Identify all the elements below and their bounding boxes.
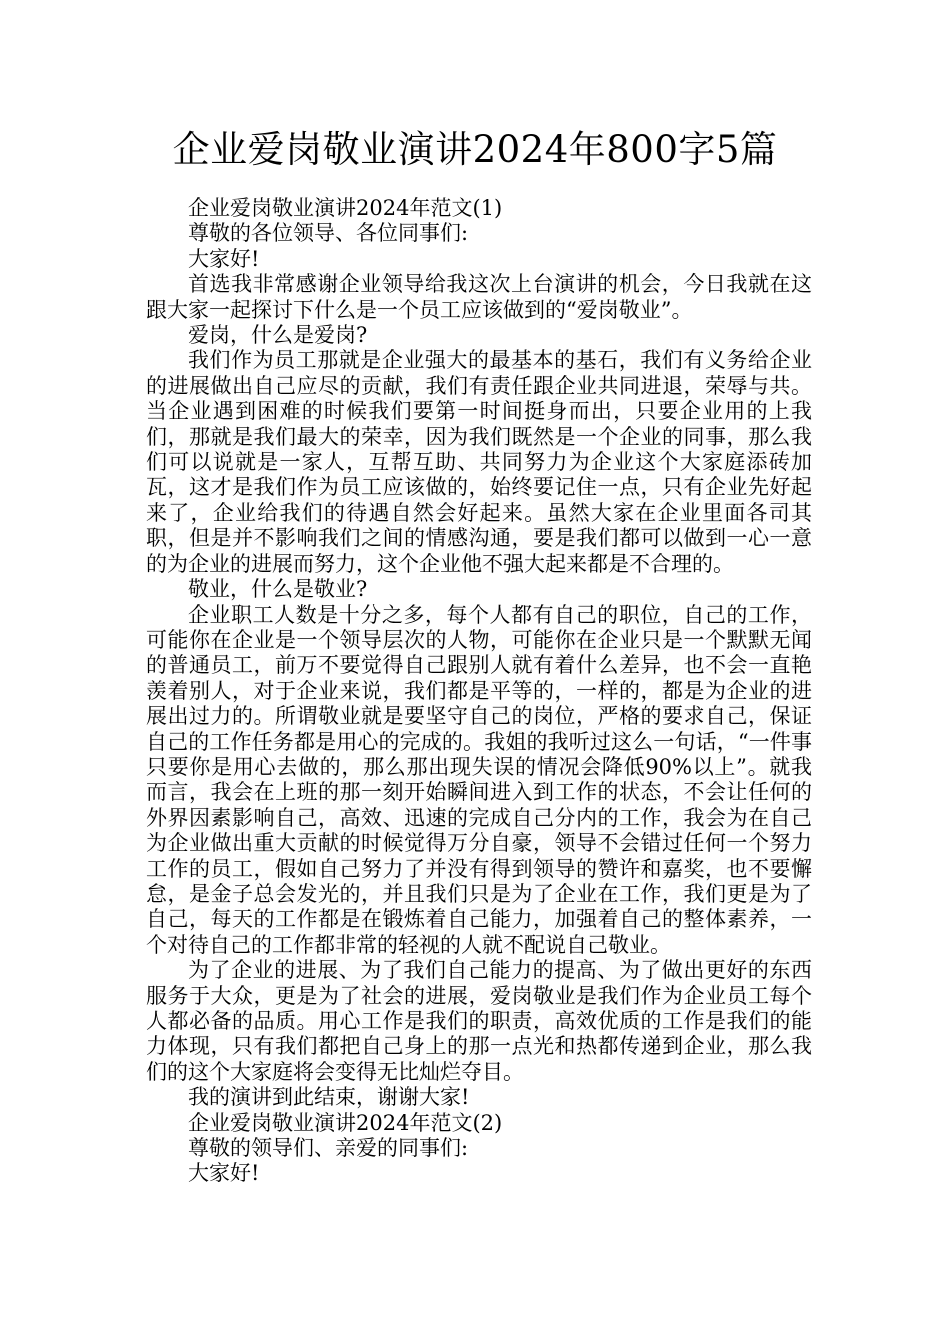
salutation-2: 尊敬的领导们、亲爱的同事们: (188, 1136, 469, 1161)
document-body (146, 196, 812, 1187)
paragraph-jingye: 企业职工人数是十分之多，每个人都有自己的职位，自己的工作，可能你在企业是一个领导层次的人物，可能你在企业只是一个默默无闻的普通员工，前万不要觉得自己跟别人就有着什么差异，也不会一直艳羡着别人，对于企业来说，我们都是平等的，一样的，都是为企业的进展出过力的。所谓敬业就是要坚守自己的岗位，严格的要求自己，保证自己的工作任务都是用心的完成的。我姐的我听过这么一句话，“一件事只要你是用心去做的，那么那出现失误的情况会降低90%以上”。就我而言，我会在上班的那一刻开始瞬间进入到工作的状态，不会让任何的外界因素影响自己，高效、迅速的完成自己分内的工作，我会为在自己为企业做出重大贡献的时候觉得万分自豪，领导不会错过任何一个努力工作的员工，假如自己努力了并没有得到领导的赞许和嘉奖，也不要懈怠，是金子总会发光的，并且我们只是为了企业在工作，我们更是为了自己，每天的工作都是在锻炼着自己能力，加强着自己的整体素养，一个对待自己的工作都非常的轻视的人就不配说自己敬业。 (146, 602, 812, 957)
section-heading-1: 企业爱岗敬业演讲2024年范文(1) (188, 196, 503, 220)
salutation: 尊敬的各位领导、各位同事们: (188, 221, 469, 246)
document-title: 企业爱岗敬业演讲2024年800字5篇 (172, 128, 778, 171)
greeting: 大家好! (188, 246, 260, 271)
closing-line: 我的演讲到此结束，谢谢大家! (188, 1085, 470, 1110)
subheading-jingye: 敬业，什么是敬业? (188, 577, 368, 602)
paragraph-conclusion: 为了企业的进展、为了我们自己能力的提高、为了做出更好的东西服务于大众，更是为了社会的进展，爱岗敬业是我们作为企业员工每个人都必备的品质。用心工作是我们的职责，高效优质的工作是我们的能力体现，只有我们都把自己身上的那一点光和热都传递到企业，那么我们的这个大家庭将会变得无比灿烂夺目。 (146, 958, 812, 1084)
subheading-aigang: 爱岗，什么是爱岗? (188, 323, 368, 348)
paragraph-intro: 首选我非常感谢企业领导给我这次上台演讲的机会，今日我就在这跟大家一起探讨下什么是一个员工应该做到的“爱岗敬业”。 (146, 272, 812, 322)
paragraph-aigang: 我们作为员工那就是企业强大的最基本的基石，我们有义务给企业的进展做出自己应尽的贡献，我们有责任跟企业共同进退，荣辱与共。当企业遇到困难的时候我们要第一时间挺身而出，只要企业用的上我们，那就是我们最大的荣幸，因为我们既然是一个企业的同事，那么我们可以说就是一家人，互帮互助、共同努力为企业这个大家庭添砖加瓦，这才是我们作为员工应该做的，始终要记住一点，只有企业先好起来了，企业给我们的待遇自然会好起来。虽然大家在企业里面各司其职，但是并不影响我们之间的情感沟通，要是我们都可以做到一心一意的为企业的进展而努力，这个企业他不强大起来都是不合理的。 (146, 348, 812, 576)
greeting-2: 大家好! (188, 1161, 260, 1186)
section-heading-2: 企业爱岗敬业演讲2024年范文(2) (188, 1110, 503, 1135)
